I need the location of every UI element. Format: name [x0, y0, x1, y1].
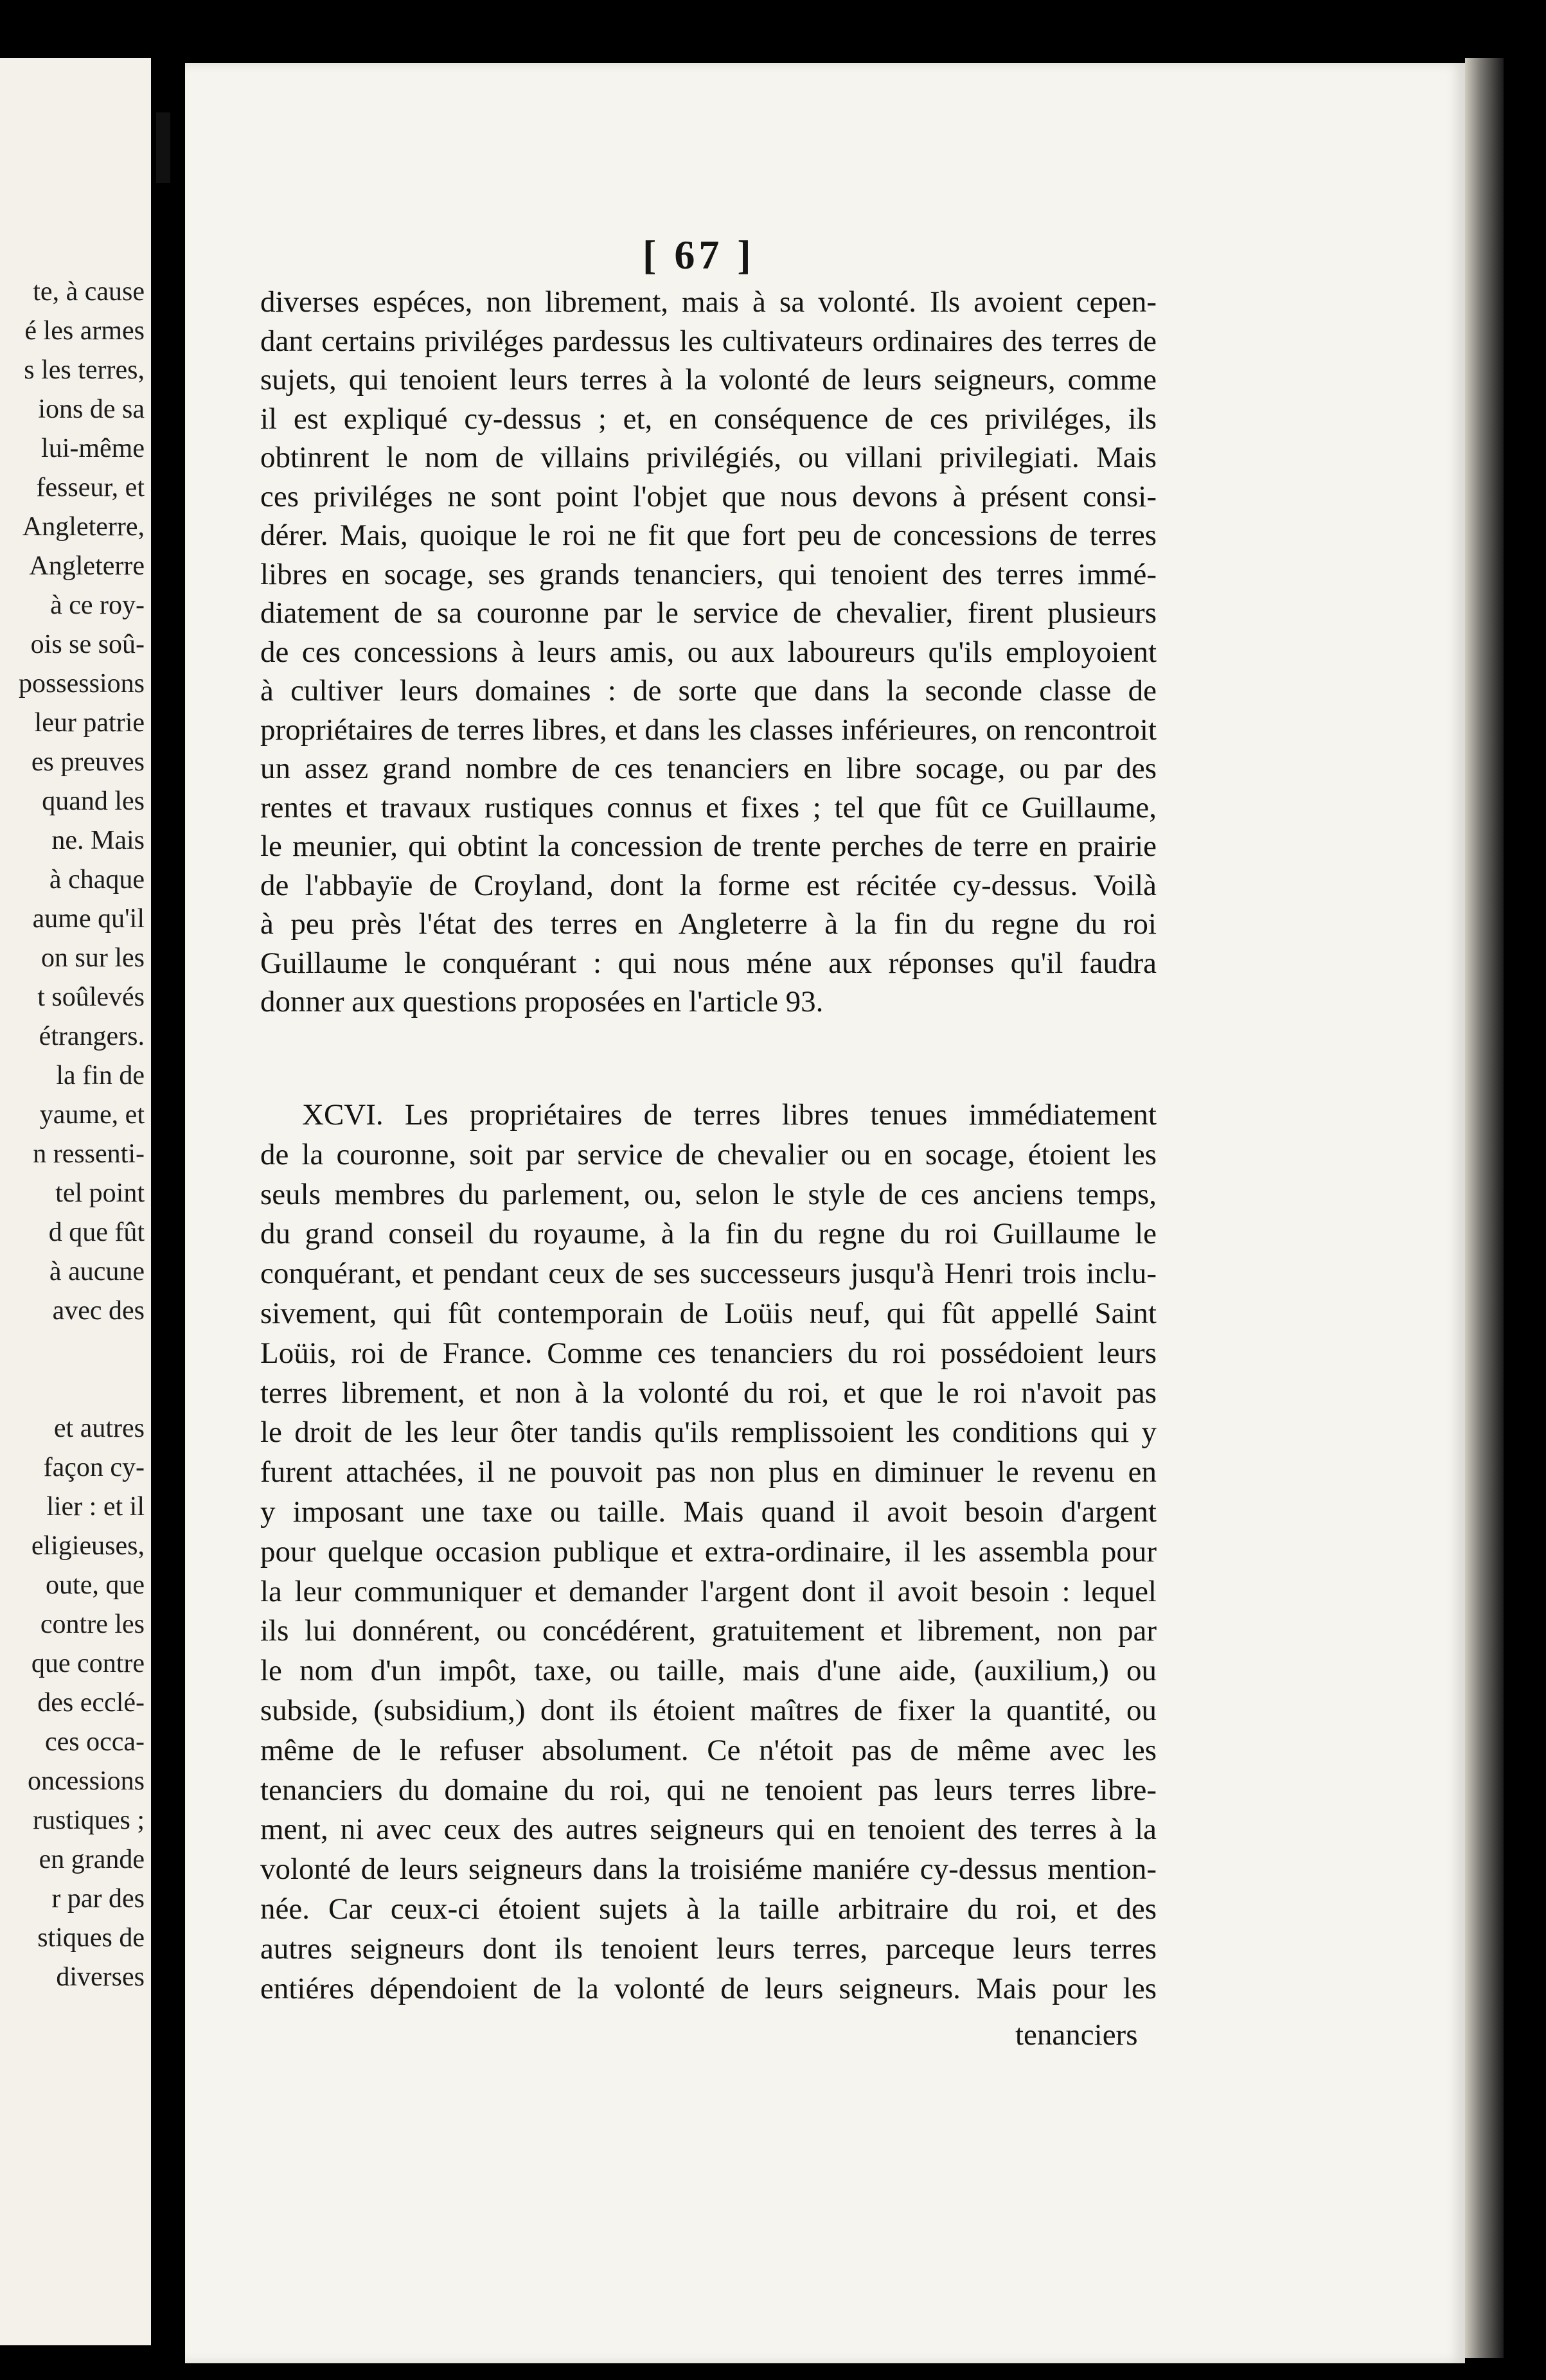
text-line: obtinrent le nom de villains privilégiés, ou villani privilegiati. Mais [260, 441, 1157, 474]
left-page-line: contre les [40, 1610, 145, 1639]
text-line: libres en socage, ses grands tenanciers, qui tenoient des terres immé- [260, 557, 1157, 591]
left-page-line: étrangers. [39, 1022, 145, 1051]
text-line: XCVI. Les propriétaires de terres libres tenues immédiatement [302, 1098, 1157, 1132]
text-line: seuls membres du parlement, ou, selon le style de ces anciens temps, [260, 1177, 1157, 1211]
text-line: ils lui donnérent, ou concédérent, gratuitement et librement, non par [260, 1614, 1157, 1648]
text-line: diverses espéces, non librement, mais à sa volonté. Ils avoient cepen- [260, 285, 1157, 319]
left-page-line: avec des [52, 1296, 145, 1326]
left-page-line: on sur les [41, 943, 145, 973]
left-page-line: diverses [56, 1962, 145, 1992]
text-line: rentes et travaux rustiques connus et fixes ; tel que fût ce Guillaume, [260, 790, 1157, 824]
text-line: volonté de leurs seigneurs dans la troisiéme maniére cy-dessus mention- [260, 1852, 1157, 1887]
text-line: dérer. Mais, quoique le roi ne fit que fort peu de concessions de terres [260, 519, 1157, 552]
text-line: dant certains priviléges pardessus les cultivateurs ordinaires des terres de [260, 324, 1157, 358]
text-line: sujets, qui tenoient leurs terres à la volonté de leurs seigneurs, comme [260, 363, 1157, 396]
catchword: tenanciers [1015, 2018, 1138, 2052]
left-page-line: ces occa- [44, 1727, 145, 1757]
left-page-line: possessions [18, 669, 145, 698]
left-page-line: façon cy- [43, 1453, 145, 1482]
left-page-line: ne. Mais [51, 826, 145, 855]
text-line: tenanciers du domaine du roi, qui ne tenoient pas leurs terres libre- [260, 1773, 1157, 1807]
left-page-line: é les armes [24, 316, 145, 346]
text-line: terres librement, et non à la volonté du roi, et que le roi n'avoit pas [260, 1376, 1157, 1410]
text-line: la leur communiquer et demander l'argent dont il avoit besoin : lequel [260, 1574, 1157, 1608]
text-line: pour quelque occasion publique et extra-ordinaire, il les assembla pour [260, 1534, 1157, 1568]
left-page-line: stiques de [37, 1923, 145, 1953]
left-page-line: lier : et il [46, 1492, 145, 1522]
left-page-line: es preuves [31, 747, 145, 777]
text-line: de ces concessions à leurs amis, ou aux laboureurs qu'ils employoient [260, 635, 1157, 669]
text-line: subside, (subsidium,) dont ils étoient maîtres de fixer la quantité, ou [260, 1694, 1157, 1727]
left-page-line: des ecclé- [37, 1688, 145, 1718]
left-page-line: s les terres, [24, 355, 145, 385]
text-line: Loüis, roi de France. Comme ces tenanciers du roi possédoient leurs [260, 1336, 1157, 1370]
gutter-mark [156, 112, 170, 183]
left-page-line: aume qu'il [32, 904, 145, 934]
left-page-line: d que fût [48, 1218, 145, 1247]
left-page-line: yaume, et [39, 1100, 145, 1130]
text-line: ces priviléges ne sont point l'objet que nous devons à présent consi- [260, 479, 1157, 513]
text-line: sivement, qui fût contemporain de Loüis neuf, qui fût appellé Saint [260, 1297, 1157, 1330]
left-page-line: ions de sa [38, 395, 145, 424]
text-line: furent attachées, il ne pouvoit pas non plus en diminuer le revenu en [260, 1455, 1157, 1489]
left-page-line: r par des [51, 1884, 145, 1914]
left-page-line: la fin de [56, 1061, 145, 1090]
text-line: de l'abbayïe de Croyland, dont la forme est récitée cy-dessus. Voilà [260, 868, 1157, 902]
text-line: diatement de sa couronne par le service de chevalier, firent plusieurs [260, 596, 1157, 630]
text-line: un assez grand nombre de ces tenanciers en libre socage, ou par des [260, 752, 1157, 785]
text-line: propriétaires de terres libres, et dans les classes inférieures, on rencontroit [260, 713, 1157, 747]
text-line: à cultiver leurs domaines : de sorte que dans la seconde classe de [260, 674, 1157, 707]
left-page-line: et autres [53, 1414, 145, 1443]
left-page-line: à aucune [49, 1257, 145, 1286]
text-line: il est expliqué cy-dessus ; et, en conséquence de ces priviléges, ils [260, 402, 1157, 436]
left-page-line: fesseur, et [36, 473, 145, 502]
text-line: ment, ni avec ceux des autres seigneurs qui en tenoient des terres à la [260, 1813, 1157, 1847]
text-line: le droit de les leur ôter tandis qu'ils remplissoient les conditions qui y [260, 1416, 1157, 1450]
left-page-line: ois se soû- [30, 630, 145, 659]
left-page-line: en grande [39, 1845, 145, 1874]
text-line: y imposant une taxe ou taille. Mais quand il avoit besoin d'argent [260, 1495, 1157, 1529]
text-line: conquérant, et pendant ceux de ses successeurs jusqu'à Henri trois inclu- [260, 1257, 1157, 1291]
left-page-line: oute, que [46, 1570, 145, 1600]
left-page-strip [0, 58, 151, 2345]
text-line: du grand conseil du royaume, à la fin du regne du roi Guillaume le [260, 1217, 1157, 1251]
left-page-line: oncessions [28, 1766, 145, 1796]
text-line: le meunier, qui obtint la concession de trente perches de terre en prairie [260, 830, 1157, 863]
left-page-line: te, à cause [33, 277, 145, 306]
left-page-line: leur patrie [34, 708, 145, 738]
page-edge-shadow [1465, 58, 1504, 2358]
text-line: le nom d'un impôt, taxe, ou taille, mais d'une aide, (auxilium,) ou [260, 1654, 1157, 1688]
left-page-line: lui-même [41, 434, 145, 463]
left-page-line: que contre [31, 1649, 145, 1678]
left-page-line: Angleterre, [22, 512, 145, 542]
text-line: même de le refuser absolument. Ce n'étoit pas de même avec les [260, 1733, 1157, 1767]
left-page-line: n ressenti- [33, 1139, 145, 1169]
left-page-line: tel point [55, 1178, 145, 1208]
left-page-line: à chaque [49, 865, 145, 894]
left-page-line: eligieuses, [31, 1531, 145, 1561]
left-page-line: t soûlevés [37, 982, 145, 1012]
text-line: autres seigneurs dont ils tenoient leurs terres, parceque leurs terres [260, 1932, 1157, 1966]
text-line: Guillaume le conquérant : qui nous méne aux réponses qu'il faudra [260, 946, 1157, 980]
text-line: de la couronne, soit par service de chevalier ou en socage, étoient les [260, 1137, 1157, 1171]
text-line: entiéres dépendoient de la volonté de leurs seigneurs. Mais pour les [260, 1971, 1157, 2005]
left-page-line: quand les [42, 786, 145, 816]
text-line: née. Car ceux-ci étoient sujets à la taille arbitraire du roi, et des [260, 1892, 1157, 1926]
page-number: [ 67 ] [643, 232, 755, 278]
text-line: donner aux questions proposées en l'article 93. [260, 985, 824, 1018]
left-page-line: Angleterre [29, 551, 145, 581]
left-page-line: rustiques ; [33, 1806, 145, 1835]
left-page-line: à ce roy- [50, 591, 145, 620]
text-line: à peu près l'état des terres en Angleterre à la fin du regne du roi [260, 907, 1157, 941]
